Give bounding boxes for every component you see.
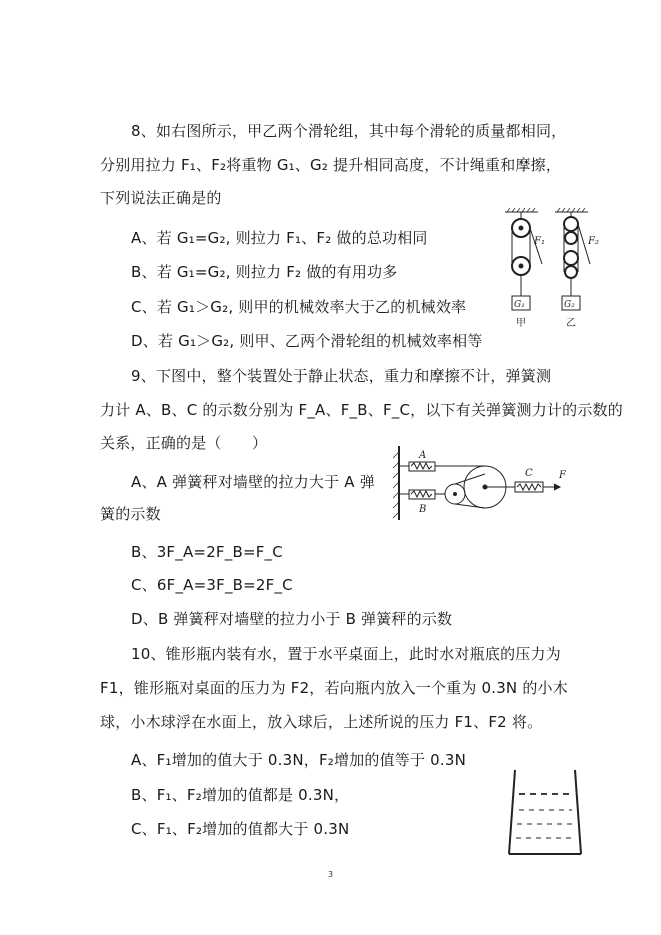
q8-label-g2: G₂ xyxy=(564,300,575,310)
q8-stem-line3: 下列说法正确是的 xyxy=(100,189,222,207)
q8-label-jia: 甲 xyxy=(516,318,526,329)
q9-stem-line2: 力计 A、B、C 的示数分别为 F_A、F_B、F_C，以下有关弹簧测力计的示数的 xyxy=(100,401,623,419)
q8-option-c: C、若 G₁＞G₂, 则甲的机械效率大于乙的机械效率 xyxy=(131,298,467,316)
q8-stem-line2: 分别用拉力 F₁、F₂将重物 G₁、G₂ 提升相同高度，不计绳重和摩擦， xyxy=(100,156,562,174)
q8-label-f1: F₁ xyxy=(534,236,545,247)
q10-option-b: B、F₁、F₂增加的值都是 0.3N， xyxy=(131,786,350,804)
q10-option-a: A、F₁增加的值大于 0.3N，F₂增加的值等于 0.3N xyxy=(131,751,467,769)
q8-option-a: A、若 G₁=G₂, 则拉力 F₁、F₂ 做的总功相同 xyxy=(131,229,428,247)
q9-option-b: B、3F_A=2F_B=F_C xyxy=(131,543,283,561)
q9-stem-line3: 关系，正确的是（ ） xyxy=(100,434,268,452)
page-number: 3 xyxy=(327,870,334,879)
q9-option-d: D、B 弹簧秤对墙壁的拉力小于 B 弹簧秤的示数 xyxy=(131,610,453,628)
q9-spring-figure xyxy=(385,444,575,524)
q10-stem-line3: 球，小木球浮在水面上，放入球后，上述所说的压力 F1、F2 将。 xyxy=(100,713,543,731)
q8-pulley-figure xyxy=(500,206,600,331)
q10-option-c: C、F₁、F₂增加的值都大于 0.3N xyxy=(131,820,350,838)
q9-option-c: C、6F_A=3F_B=2F_C xyxy=(131,576,293,594)
q9-stem-line1: 9、下图中，整个装置处于静止状态，重力和摩擦不计，弹簧测 xyxy=(131,367,552,385)
q9-option-a-line2: 簧的示数 xyxy=(100,505,161,523)
q8-stem-line1: 8、如右图所示，甲乙两个滑轮组，其中每个滑轮的质量都相同， xyxy=(131,122,567,140)
q10-stem-line1: 10、锥形瓶内装有水，置于水平桌面上，此时水对瓶底的压力为 xyxy=(131,645,561,663)
q8-label-g1: G₁ xyxy=(514,300,525,310)
q9-label-b: B xyxy=(419,504,427,515)
q8-option-b: B、若 G₁=G₂, 则拉力 F₂ 做的有用功多 xyxy=(131,263,398,281)
q8-label-f2: F₂ xyxy=(588,236,599,247)
q10-flask-figure xyxy=(505,766,585,858)
q9-label-c: C xyxy=(525,468,533,479)
q8-option-d: D、若 G₁＞G₂, 则甲、乙两个滑轮组的机械效率相等 xyxy=(131,332,483,350)
q9-label-f: F xyxy=(559,470,566,481)
q8-label-yi: 乙 xyxy=(566,318,576,329)
q10-stem-line2: F1，锥形瓶对桌面的压力为 F2，若向瓶内放入一个重为 0.3N 的小木 xyxy=(100,679,568,697)
q9-option-a-line1: A、A 弹簧秤对墙壁的拉力大于 A 弹 xyxy=(131,473,375,491)
q9-label-a: A xyxy=(419,450,427,461)
